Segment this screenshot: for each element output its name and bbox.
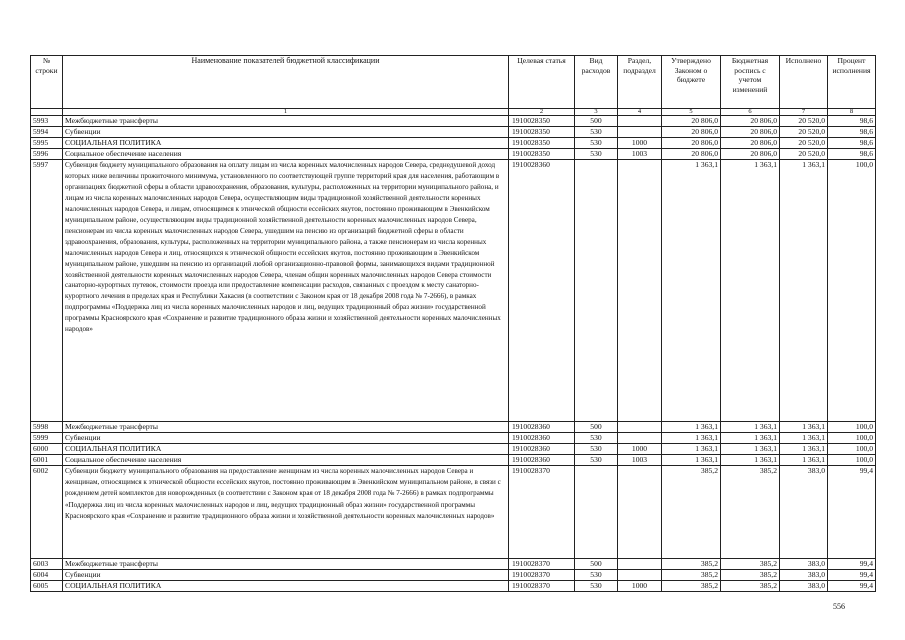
table-row	[31, 138, 876, 149]
cell-section: 1003	[618, 149, 662, 160]
table-row	[31, 455, 876, 466]
cell-type	[575, 466, 618, 559]
cell-percent: 99,4	[828, 559, 876, 570]
cell-budget: 385,2	[721, 466, 780, 559]
cell-approved: 20 806,0	[662, 138, 721, 149]
cell-type	[575, 160, 618, 422]
cell-percent: 99,4	[828, 581, 876, 592]
cell-budget: 20 806,0	[721, 138, 780, 149]
cell-name: Субвенция бюджету муниципального образования на оплату лицам из числа коренных малочисленных народов Севера, среднедушевой доход которых ниже величины прожиточного минимума, установленного по соответствующей группе территорий края для населения, работающим в организациях бюджетной сферы в области здравоохранения, образования, культуры, расположенных на территории муниципального района, и лицам из числа коренных малочисленных народов Севера, осуществляющим виды традиционной хозяйственной деятельности коренных малочисленных народов Севера, и лицам, относящимся к этнической общности ессейских якутов, постоянно проживающим в Эвенкийском муниципальном районе, осуществляющим виды традиционной хозяйственной деятельности коренных малочисленных народов Севера, пенсионерам из числа коренных малочисленных народов Севера, ушедшим на пенсию из организаций бюджетной сферы в области здравоохранения, образования, культуры, расположенных на территории муниципального района, а также пенсионерам из числа коренных малочисленных народов Севера и лиц, относящихся к этнической общности ессейских якутов, постоянно проживающим в Эвенкийском муниципальном районе, ушедшим на пенсию из организаций любой организационно-правовой формы, занимающихся видами традиционной хозяйственной деятельности коренных малочисленных народов Севера, членам общин коренных малочисленных народов Севера стоимости санаторно-курортных путевок, стоимости проезда или предоставление компенсации расходов, связанных с проездом к месту санаторно-курортного лечения в пределах края и Республики Хакасия (в соответствии с Законом края от 18 декабря 2008 года № 7-2666), в рамках подпрограммы «Поддержка лиц из числа коренных малочисленных народов и лиц, ведущих традиционный образ жизни» государственной программы Красноярского края «Сохранение и развитие традиционного образа жизни и хозяйственной деятельности коренных малочисленных народов»	[63, 160, 509, 422]
table-row	[31, 422, 876, 433]
cell-row-no: 6003	[31, 559, 63, 570]
cell-executed: 383,0	[780, 581, 828, 592]
cell-target: 1910028370	[509, 559, 575, 570]
cell-executed: 1 363,1	[780, 160, 828, 422]
cell-row-no: 6001	[31, 455, 63, 466]
cell-row-no: 5997	[31, 160, 63, 422]
col-number	[31, 109, 63, 116]
table-row	[31, 433, 876, 444]
cell-executed: 1 363,1	[780, 433, 828, 444]
cell-name: Социальное обеспечение населения	[63, 149, 509, 160]
cell-percent: 99,4	[828, 570, 876, 581]
cell-section: 1003	[618, 455, 662, 466]
cell-approved: 385,2	[662, 581, 721, 592]
cell-executed: 20 520,0	[780, 138, 828, 149]
cell-percent: 100,0	[828, 433, 876, 444]
header-name: Наименование показателей бюджетной классификации	[63, 56, 509, 109]
cell-approved: 1 363,1	[662, 455, 721, 466]
cell-name: Субвенции	[63, 127, 509, 138]
cell-section: 1000	[618, 581, 662, 592]
cell-percent: 100,0	[828, 444, 876, 455]
cell-row-no: 5993	[31, 116, 63, 127]
cell-target: 1910028370	[509, 466, 575, 559]
cell-target: 1910028350	[509, 138, 575, 149]
cell-section	[618, 116, 662, 127]
cell-percent: 100,0	[828, 160, 876, 422]
cell-executed: 1 363,1	[780, 455, 828, 466]
cell-section	[618, 559, 662, 570]
cell-row-no: 6000	[31, 444, 63, 455]
cell-approved: 385,2	[662, 466, 721, 559]
table-row	[31, 559, 876, 570]
cell-budget: 1 363,1	[721, 433, 780, 444]
cell-approved: 1 363,1	[662, 160, 721, 422]
header-budget-list: Бюджетная роспись с учетом изменений	[721, 56, 780, 109]
header-section: Раздел, подраздел	[618, 56, 662, 109]
col-number: 1	[63, 109, 509, 116]
cell-executed: 383,0	[780, 466, 828, 559]
cell-target: 1910028370	[509, 581, 575, 592]
column-numbers-row	[31, 109, 876, 116]
cell-row-no: 6002	[31, 466, 63, 559]
cell-type: 530	[575, 138, 618, 149]
cell-approved: 1 363,1	[662, 422, 721, 433]
cell-approved: 1 363,1	[662, 433, 721, 444]
cell-name: СОЦИАЛЬНАЯ ПОЛИТИКА	[63, 581, 509, 592]
cell-budget: 385,2	[721, 570, 780, 581]
cell-approved: 20 806,0	[662, 116, 721, 127]
cell-section	[618, 433, 662, 444]
cell-budget: 385,2	[721, 581, 780, 592]
cell-budget: 20 806,0	[721, 127, 780, 138]
col-number: 7	[780, 109, 828, 116]
cell-type: 530	[575, 444, 618, 455]
cell-percent: 100,0	[828, 455, 876, 466]
cell-budget: 1 363,1	[721, 455, 780, 466]
cell-target: 1910028350	[509, 149, 575, 160]
cell-section	[618, 422, 662, 433]
cell-percent: 100,0	[828, 422, 876, 433]
cell-row-no: 5998	[31, 422, 63, 433]
cell-target: 1910028350	[509, 116, 575, 127]
cell-section: 1000	[618, 138, 662, 149]
cell-name: Межбюджетные трансферты	[63, 559, 509, 570]
cell-target: 1910028360	[509, 433, 575, 444]
page-number: 556	[833, 602, 845, 611]
cell-type: 530	[575, 581, 618, 592]
cell-approved: 20 806,0	[662, 127, 721, 138]
cell-type: 530	[575, 149, 618, 160]
header-target: Целевая статья	[509, 56, 575, 109]
header-percent: Процент исполнения	[828, 56, 876, 109]
cell-section	[618, 466, 662, 559]
cell-section	[618, 127, 662, 138]
cell-type: 530	[575, 433, 618, 444]
cell-approved: 20 806,0	[662, 149, 721, 160]
table-row	[31, 127, 876, 138]
cell-type: 530	[575, 455, 618, 466]
cell-name: Субвенции	[63, 433, 509, 444]
cell-row-no: 5995	[31, 138, 63, 149]
cell-executed: 1 363,1	[780, 422, 828, 433]
cell-percent: 98,6	[828, 116, 876, 127]
cell-executed: 20 520,0	[780, 127, 828, 138]
cell-executed: 383,0	[780, 570, 828, 581]
cell-budget: 1 363,1	[721, 422, 780, 433]
budget-table	[30, 55, 876, 592]
cell-type: 500	[575, 559, 618, 570]
cell-percent: 99,4	[828, 466, 876, 559]
col-number: 2	[509, 109, 575, 116]
cell-type: 500	[575, 116, 618, 127]
table-body	[31, 116, 876, 592]
cell-section	[618, 160, 662, 422]
header-approved: Утверждено Законом о бюджете	[662, 56, 721, 109]
cell-target: 1910028370	[509, 570, 575, 581]
cell-approved: 385,2	[662, 559, 721, 570]
cell-budget: 1 363,1	[721, 160, 780, 422]
cell-budget: 1 363,1	[721, 444, 780, 455]
cell-name: Межбюджетные трансферты	[63, 116, 509, 127]
cell-name: СОЦИАЛЬНАЯ ПОЛИТИКА	[63, 138, 509, 149]
table-row	[31, 444, 876, 455]
table-row	[31, 116, 876, 127]
cell-executed: 1 363,1	[780, 444, 828, 455]
header-executed: Исполнено	[780, 56, 828, 109]
cell-percent: 98,6	[828, 138, 876, 149]
cell-budget: 20 806,0	[721, 116, 780, 127]
cell-executed: 20 520,0	[780, 116, 828, 127]
cell-budget: 20 806,0	[721, 149, 780, 160]
table-row	[31, 581, 876, 592]
cell-name: Субвенции бюджету муниципального образования на предоставление женщинам из числа коренных малочисленных народов Севера и женщинам, относящимся к этнической общности ессейских якутов, постоянно проживающим в Эвенкийском муниципальном районе, в связи с рождением детей комплектов для новорожденных (в соответствии с Законом края от 18 декабря 2008 года № 7-2666) в рамках подпрограммы «Поддержка лиц из числа коренных малочисленных народов и лиц, ведущих традиционный образ жизни» государственной программы Красноярского края «Сохранение и развитие традиционного образа жизни и хозяйственной деятельности коренных малочисленных народов»	[63, 466, 509, 559]
cell-percent: 98,6	[828, 149, 876, 160]
cell-target: 1910028350	[509, 127, 575, 138]
cell-executed: 383,0	[780, 559, 828, 570]
table-row	[31, 570, 876, 581]
table-row	[31, 149, 876, 160]
cell-name: Субвенции	[63, 570, 509, 581]
cell-target: 1910028360	[509, 160, 575, 422]
cell-row-no: 5996	[31, 149, 63, 160]
cell-name: Межбюджетные трансферты	[63, 422, 509, 433]
table-row	[31, 466, 876, 559]
col-number: 4	[618, 109, 662, 116]
col-number: 6	[721, 109, 780, 116]
cell-executed: 20 520,0	[780, 149, 828, 160]
cell-name: Социальное обеспечение населения	[63, 455, 509, 466]
cell-approved: 1 363,1	[662, 444, 721, 455]
cell-target: 1910028360	[509, 455, 575, 466]
table-row	[31, 160, 876, 422]
cell-target: 1910028360	[509, 444, 575, 455]
cell-row-no: 5994	[31, 127, 63, 138]
col-number: 3	[575, 109, 618, 116]
cell-budget: 385,2	[721, 559, 780, 570]
cell-target: 1910028360	[509, 422, 575, 433]
cell-name: СОЦИАЛЬНАЯ ПОЛИТИКА	[63, 444, 509, 455]
cell-row-no: 5999	[31, 433, 63, 444]
col-number: 8	[828, 109, 876, 116]
header-row-no: № строки	[31, 56, 63, 109]
table-header	[31, 56, 876, 116]
col-number: 5	[662, 109, 721, 116]
cell-type: 530	[575, 127, 618, 138]
cell-approved: 385,2	[662, 570, 721, 581]
cell-row-no: 6005	[31, 581, 63, 592]
cell-section	[618, 570, 662, 581]
cell-type: 530	[575, 570, 618, 581]
cell-type: 500	[575, 422, 618, 433]
cell-percent: 98,6	[828, 127, 876, 138]
cell-section: 1000	[618, 444, 662, 455]
cell-row-no: 6004	[31, 570, 63, 581]
header-type: Вид расходов	[575, 56, 618, 109]
